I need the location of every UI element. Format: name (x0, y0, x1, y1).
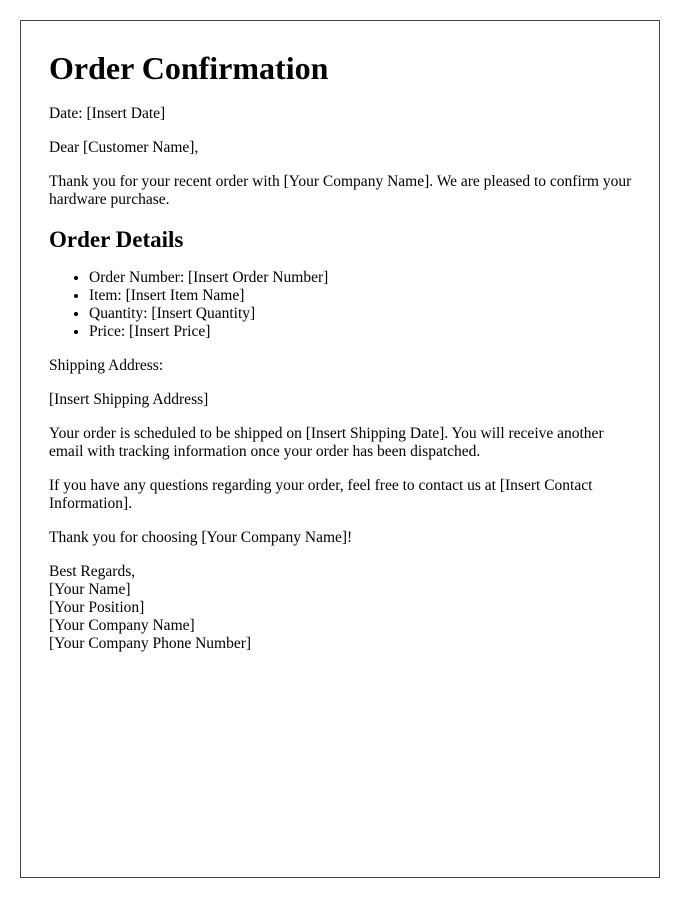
shipping-address-label: Shipping Address: (49, 357, 164, 374)
order-number-item: • Order Number: [Insert Order Number] (89, 269, 633, 287)
sender-phone: [Your Company Phone Number] (49, 635, 252, 652)
sign-off: Best Regards, (49, 563, 136, 580)
page-title: Order Confirmation (49, 50, 329, 86)
letter-date: Date: [Insert Date] (49, 105, 166, 122)
sender-company: [Your Company Name] (49, 617, 195, 634)
questions-paragraph: If you have any questions regarding your order, feel free to contact us at [Insert Contact Information]. (49, 477, 593, 512)
sender-position: [Your Position] (49, 599, 145, 616)
price-item: • Price: [Insert Price] (89, 323, 633, 341)
item-name-item: • Item: [Insert Item Name] (89, 287, 633, 305)
sender-name: [Your Name] (49, 581, 131, 598)
order-confirmation-letter (20, 20, 660, 878)
letter-intro: Thank you for your recent order with [Your Company Name]. We are pleased to confirm your hardware purchase. (49, 173, 632, 208)
order-details-heading: Order Details (49, 227, 184, 252)
letter-content (49, 47, 633, 653)
order-details-list (49, 269, 633, 341)
quantity-item: • Quantity: [Insert Quantity] (89, 305, 633, 323)
shipping-address-value: [Insert Shipping Address] (49, 391, 209, 408)
thanks-paragraph: Thank you for choosing [Your Company Name]! (49, 529, 353, 546)
shipping-notice: Your order is scheduled to be shipped on [Insert Shipping Date]. You will receive another email with tracking information once your order has been dispatched. (49, 425, 604, 460)
letter-greeting: Dear [Customer Name], (49, 139, 199, 156)
signature-block (49, 563, 633, 653)
